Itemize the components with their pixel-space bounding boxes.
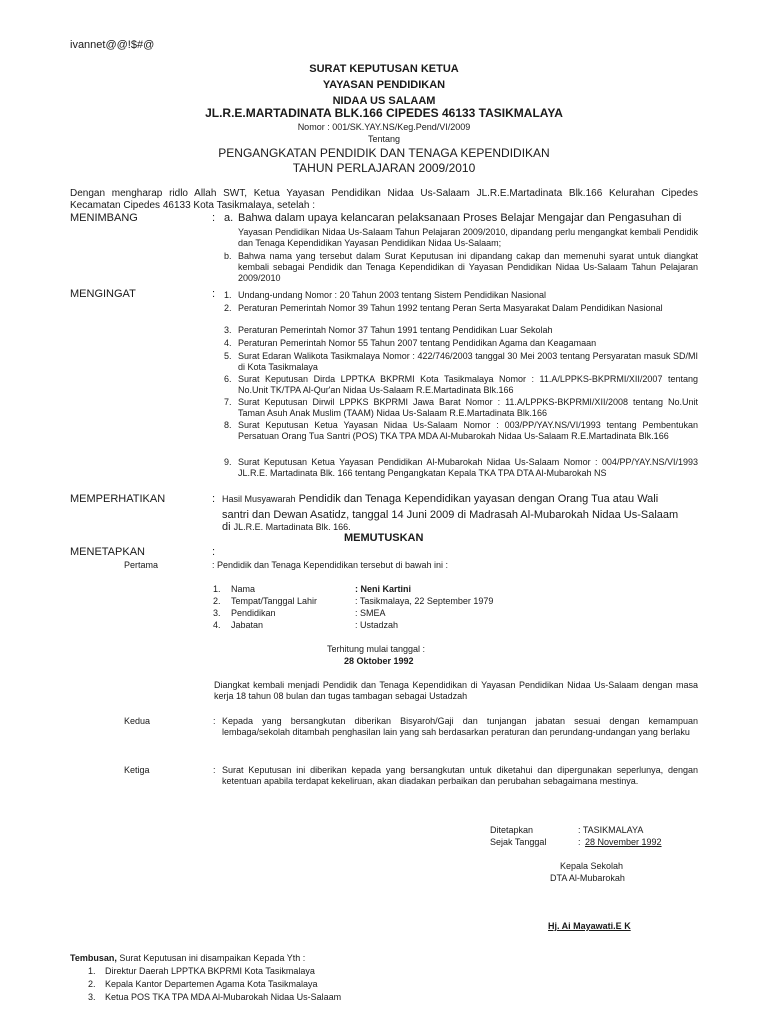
mengingat-item-num: 5.: [224, 351, 232, 361]
field-key: Jabatan: [231, 620, 264, 630]
tembusan-item-text: Kepala Kantor Departemen Agama Kota Tasikmalaya: [105, 979, 318, 989]
mengingat-colon: :: [212, 288, 216, 300]
signature-name: Hj. Ai Mayawati.E K: [548, 921, 631, 931]
tentang-line: Tentang: [367, 134, 401, 144]
mengingat-item-num: 6.: [224, 374, 232, 384]
kedua-text: Kepada yang bersangkutan diberikan Bisyaroh/Gaji dan tunjangan jabatan sesuai dengan kemampuan lembaga/sekolah ditambah penghasilan lain yang sah berdasarkan peraturan dan perundang-undangan yang berlaku: [222, 716, 698, 737]
mengingat-item-text: Surat Keputusan Dirwil LPPKS BKPRMI Jawa Barat Nomor : 11.A/LPPKS-BKPRMI/XII/2008 tentang No.Unit Taman Asuh Anak Muslim (TAAM) Nidaa Us-Salaam R.E.Martadinata Blk.166: [238, 397, 698, 418]
memperhatikan-line2c: di Madrasah Al-Mubarokah Nidaa Us-Salaam: [457, 509, 679, 521]
field-value: : Tasikmalaya, 22 September 1979: [355, 596, 494, 606]
memperhatikan-line-3: [222, 520, 351, 534]
ketiga-label: Ketiga: [124, 765, 150, 775]
sejak-value: 28 November 1992: [585, 837, 662, 847]
menimbang-colon: :: [212, 212, 216, 224]
mengingat-item-text: Peraturan Pemerintah Nomor 55 Tahun 2007 tentang Pendidikan Agama dan Keagamaan: [238, 338, 597, 348]
memperhatikan-line3a: di: [222, 521, 231, 533]
mengingat-item-text: Peraturan Pemerintah Nomor 39 Tahun 1992 tentang Peran Serta Masyarakat Dalam Pendidikan Nasional: [238, 303, 663, 313]
nomor-line: Nomor : 001/SK.YAY.NS/Keg.Pend/VI/2009: [297, 122, 471, 132]
title-line-2: YAYASAN PENDIDIKAN: [322, 79, 446, 91]
memperhatikan-line2a: santri dan Dewan Asatidz, tanggal: [222, 509, 389, 521]
mengingat-item-text: Peraturan Pemerintah Nomor 37 Tahun 1991 tentang Pendidikan Luar Sekolah: [238, 325, 553, 335]
tembusan-item-num: 1.: [88, 966, 96, 976]
menetapkan-colon: :: [212, 546, 216, 558]
terhitung-text: Terhitung mulai tanggal :: [327, 644, 426, 654]
mengingat-item-num: 9.: [224, 457, 232, 467]
memutuskan-heading: MEMUTUSKAN: [344, 532, 424, 544]
tembusan-item-text: Direktur Daerah LPPTKA BKPRMI Kota Tasikmalaya: [105, 966, 315, 976]
memperhatikan-colon: :: [212, 493, 216, 505]
field-key: Pendidikan: [231, 608, 276, 618]
memperhatikan-label: MEMPERHATIKAN: [70, 493, 166, 505]
menimbang-a-marker: a.: [224, 212, 234, 224]
menimbang-b-marker: b.: [224, 251, 232, 261]
ditetapkan-value: : TASIKMALAYA: [578, 825, 644, 835]
field-key: Nama: [231, 584, 256, 594]
field-num: 3.: [213, 608, 221, 618]
subject-line-2: TAHUN PERLAJARAN 2009/2010: [292, 161, 476, 175]
memperhatikan-small: Hasil Musyawarah: [222, 494, 296, 504]
mengingat-item-text: Surat Edaran Walikota Tasikmalaya Nomor : 422/746/2003 tanggal 30 Mei 2003 tentang Persyaratan masuk SD/MI di Kota Tasikmalaya: [238, 351, 698, 372]
mengingat-label: MENGINGAT: [70, 288, 136, 300]
intro-paragraph: Dengan mengharap ridlo Allah SWT, Ketua Yayasan Pendidikan Nidaa Us-Salaam JL.R.E.Martadinata Blk.166 Kelurahan Cipedes Kecamatan Cipedes 46133 Kota Tasikmalaya, setelah :: [70, 188, 698, 211]
field-num: 2.: [213, 596, 221, 606]
pertama-label: Pertama: [124, 560, 159, 570]
field-value: : Ustadzah: [355, 620, 399, 630]
tembusan-item-text: Ketua POS TKA TPA MDA Al-Mubarokah Nidaa Us-Salaam: [105, 992, 342, 1002]
mengingat-item-text: Surat Keputusan Ketua Yayasan Nidaa Us-Salaam Nomor : 003/PP/YAY.NS/VI/1993 tentang Pembentukan Persatuan Orang Tua Santri (POS) TKA TPA MDA Al-Mubarokah Nidaa Us-Salaam R.E.Martadinata Blk.166: [238, 420, 698, 441]
field-num: 4.: [213, 620, 221, 630]
mengingat-item-num: 4.: [224, 338, 232, 348]
tembusan-text: Surat Keputusan ini disampaikan Kepada Yth :: [116, 953, 306, 963]
mengingat-item-num: 7.: [224, 397, 232, 407]
mengingat-item-text: Surat Keputusan Ketua Yayasan Pendidikan Al-Mubarokah Nidaa Us-Salaam Nomor : 004/PP/YAY.NS/VI/1993 JL.R.E. Martadinata Blk. 166 tentang Pengangkatan Kepala TKA TPA DTA Al-Mubarokah NS: [238, 457, 698, 478]
pertama-text: : Pendidik dan Tenaga Kependidikan tersebut di bawah ini :: [212, 560, 449, 570]
menetapkan-label: MENETAPKAN: [70, 546, 145, 558]
tembusan-label: Tembusan,: [70, 953, 117, 963]
subject-line-1: PENGANGKATAN PENDIDIK DAN TENAGA KEPENDIDIKAN: [218, 146, 550, 160]
field-value: : SMEA: [355, 608, 386, 618]
ditetapkan-label: Ditetapkan: [490, 825, 534, 835]
menimbang-label: MENIMBANG: [70, 212, 138, 224]
menimbang-a-rest: Yayasan Pendidikan Nidaa Us-Salaam Tahun Pelajaran 2009/2010, dipandang perlu mengangkat kembali Pendidik dan Tenaga Kependidikan Yayasan Pendidikan Nidaa Us-Salaam;: [238, 227, 698, 248]
mengingat-item-num: 3.: [224, 325, 232, 335]
title-line-3: NIDAA US SALAAM: [332, 95, 436, 107]
mengingat-item-text: Surat Keputusan Dirda LPPTKA BKPRMI Kota Tasikmalaya Nomor : 11.A/LPPKS-BKPRMI/XII/2007 tentang No.Unit TK/TPA Al-Qur'an Nidaa Us-Salaam R.E.Martadinata Blk.166: [238, 374, 698, 395]
tembusan-line: [70, 953, 305, 964]
menimbang-b-text: Bahwa nama yang tersebut dalam Surat Keputusan ini dipandang cakap dan memenuhi syarat untuk diangkat kembali sebagai Pendidik dan Tenaga Kependidikan di Yayasan Pendidikan Nidaa Us-Salaam Tahun Pelajaran 2009/2010: [238, 251, 698, 283]
sejak-label: Sejak Tanggal: [490, 837, 547, 847]
mengingat-item-num: 1.: [224, 290, 232, 300]
field-key: Tempat/Tanggal Lahir: [231, 596, 318, 606]
mengingat-item-num: 8.: [224, 420, 232, 430]
field-num: 1.: [213, 584, 221, 594]
ketiga-colon: :: [213, 765, 216, 775]
start-date: 28 Oktober 1992: [344, 656, 414, 666]
ketiga-text: Surat Keputusan ini diberikan kepada yang bersangkutan untuk diketahui dan dipergunakan seperlunya, dengan ketentuan apabila terdapat kekeliruan, akan diadakan perbaikan dan perubahan sebagaimana mestinya.: [222, 765, 698, 786]
tembusan-item-num: 3.: [88, 992, 96, 1002]
kedua-colon: :: [213, 716, 216, 726]
title-line-1: SURAT KEPUTUSAN KETUA: [309, 63, 459, 75]
kedua-label: Kedua: [124, 716, 151, 726]
memperhatikan-date: 14 Juni 2009: [391, 509, 455, 521]
memperhatikan-line-1: [222, 492, 658, 506]
address-line: JL.R.E.MARTADINATA BLK.166 CIPEDES 46133 TASIKMALAYA: [205, 106, 563, 120]
signature-role-2: DTA Al-Mubarokah: [550, 873, 625, 883]
tembusan-item-num: 2.: [88, 979, 96, 989]
mengingat-item-text: Undang-undang Nomor : 20 Tahun 2003 tentang Sistem Pendidikan Nasional: [238, 290, 547, 300]
owner-text: ivannet@@!$#@: [70, 39, 155, 51]
field-value-nama: : Neni Kartini: [355, 584, 412, 594]
memperhatikan-line3b: JL.R.E. Martadinata Blk. 166.: [233, 522, 351, 532]
sejak-colon: :: [578, 837, 581, 847]
diangkat-paragraph: Diangkat kembali menjadi Pendidik dan Tenaga Kependidikan di Yayasan Pendidikan Nidaa Us-Salaam dengan masa kerja 18 tahun 08 bulan dan tugas tambagan sebagai Ustadzah: [214, 680, 698, 701]
signature-role-1: Kepala Sekolah: [560, 861, 624, 871]
memperhatikan-big: Pendidik dan Tenaga Kependidikan yayasan dengan Orang Tua atau Wali: [298, 493, 659, 505]
menimbang-a-line1: Bahwa dalam upaya kelancaran pelaksanaan Proses Belajar Mengajar dan Pengasuhan di: [238, 212, 682, 224]
mengingat-item-num: 2.: [224, 303, 232, 313]
